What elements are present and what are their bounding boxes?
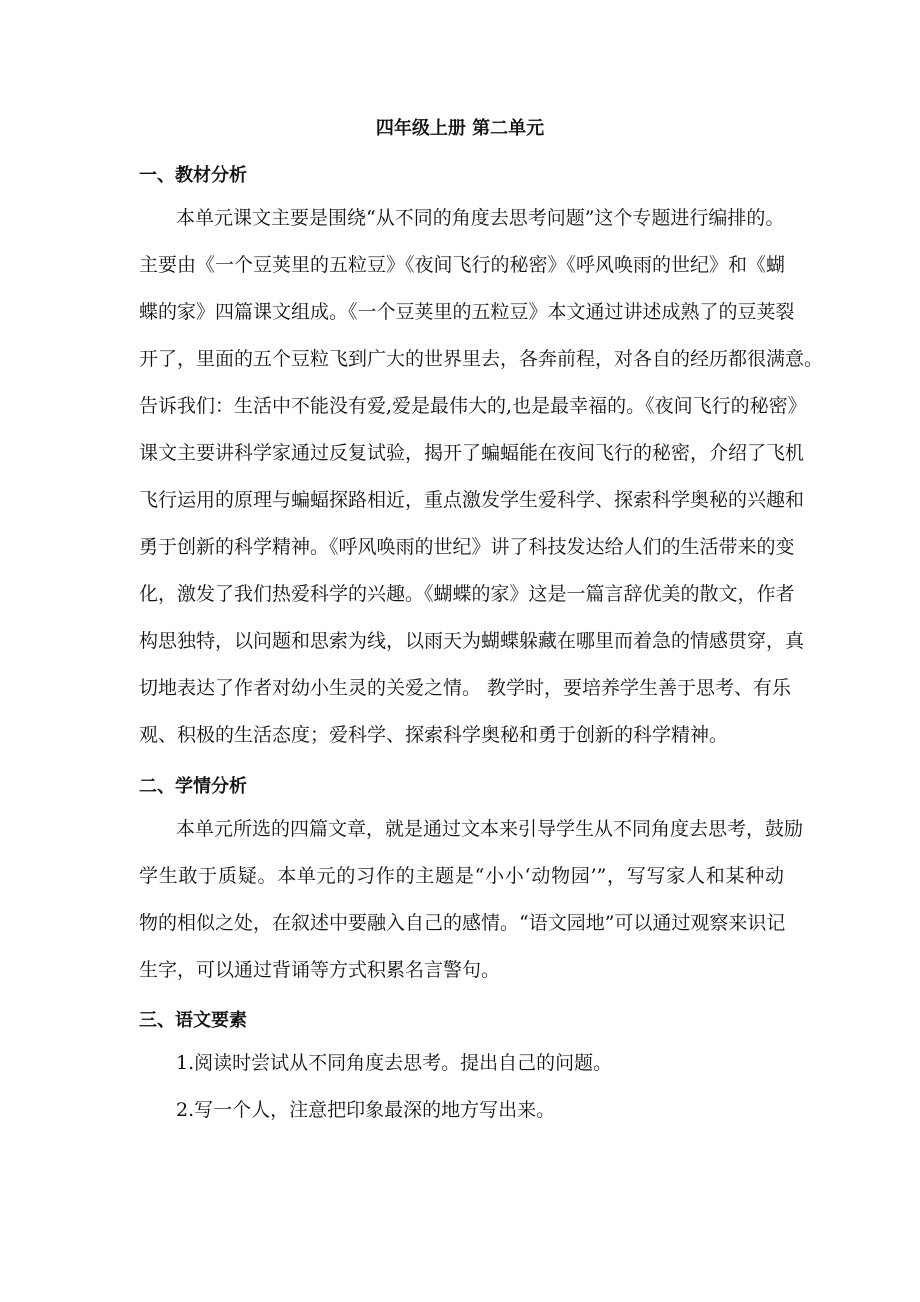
section-heading-student-analysis: 二、学情分析 <box>139 776 247 797</box>
paragraph-line: 物的相似之处，在叙述中要融入自己的感情。“语文园地”可以通过观察来识记 <box>139 912 786 934</box>
paragraph-line: 飞行运用的原理与蝙蝠探路相近，重点激发学生爱科学、探索科学奥秘的兴趣和 <box>139 489 805 511</box>
paragraph-line: 学生敢于质疑。本单元的习作的主题是“小小‘动物园’”，写写家人和某种动 <box>139 865 784 887</box>
paragraph-line: 生字，可以通过背诵等方式积累名言警句。 <box>139 959 501 981</box>
paragraph-line: 观、积极的生活态度；爱科学、探索科学奥秘和勇于创新的科学精神。 <box>139 724 729 746</box>
paragraph-line: 构思独特，以问题和思索为线，以雨天为蝴蝶躲藏在哪里而着急的情感贯穿，真 <box>139 630 805 652</box>
paragraph-line: 本单元所选的四篇文章，就是通过文本来引导学生从不同角度去思考，鼓励 <box>176 818 804 840</box>
section-heading-textbook-analysis: 一、教材分析 <box>139 165 247 186</box>
list-item: 1.阅读时尝试从不同角度去思考。提出自己的问题。 <box>176 1052 613 1074</box>
paragraph-line: 告诉我们：生活中不能没有爱,爱是最伟大的,也是最幸福的。《夜间飞行的秘密》 <box>139 395 807 417</box>
paragraph-line: 主要由《一个豆荚里的五粒豆》《夜间飞行的秘密》《呼风唤雨的世纪》和《蝴 <box>139 254 786 276</box>
paragraph-line: 开了，里面的五个豆粒飞到广大的世界里去，各奔前程，对各自的经历都很满意。 <box>139 348 824 370</box>
paragraph-line: 本单元课文主要是围绕“从不同的角度去思考问题”这个专题进行编排的。 <box>176 207 785 229</box>
document-title: 四年级上册 第二单元 <box>375 118 545 139</box>
paragraph-line: 蝶的家》四篇课文组成。《一个豆荚里的五粒豆》本文通过讲述成熟了的豆荚裂 <box>139 301 795 323</box>
section-heading-language-elements: 三、语文要素 <box>139 1010 247 1031</box>
paragraph-line: 切地表达了作者对幼小生灵的关爱之情。 教学时，要培养学生善于思考、有乐 <box>139 677 792 699</box>
paragraph-line: 课文主要讲科学家通过反复试验，揭开了蝙蝠能在夜间飞行的秘密，介绍了飞机 <box>139 442 805 464</box>
paragraph-line: 化，激发了我们热爱科学的兴趣。《蝴蝶的家》这是一篇言辞优美的散文，作者 <box>139 583 795 605</box>
paragraph-line: 勇于创新的科学精神。《呼风唤雨的世纪》讲了科技发达给人们的生活带来的变 <box>139 536 795 558</box>
list-item: 2.写一个人，注意把印象最深的地方写出来。 <box>176 1099 556 1121</box>
